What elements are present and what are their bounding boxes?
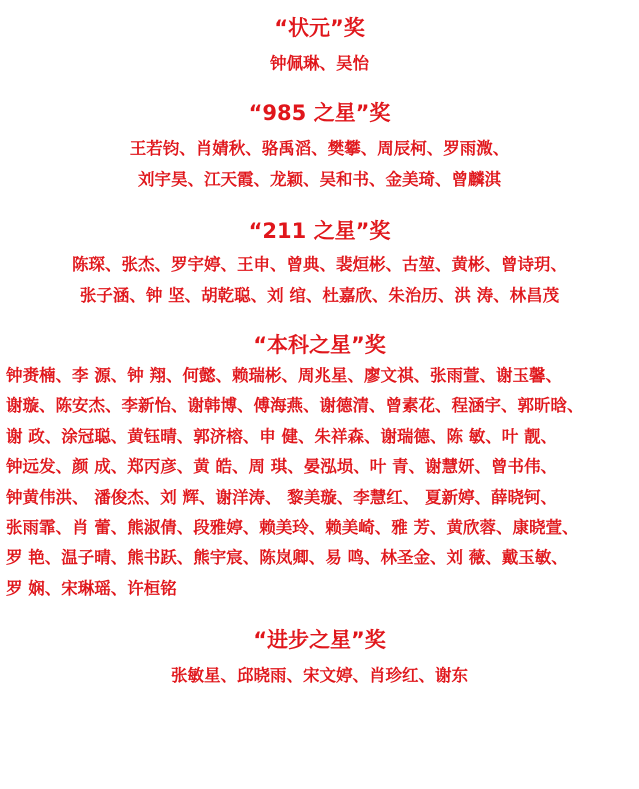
name-line: 王若钧、肖婧秋、骆禹滔、樊攀、周辰柯、罗雨溦、 [129, 139, 510, 158]
section-heading: “本科之星”奖 [253, 333, 386, 357]
name-list [0, 249, 639, 311]
name-list [0, 361, 639, 604]
section-211-star-award [0, 217, 639, 311]
name-line: 张子涵、钟 坚、胡乾聪、刘 绾、杜嘉欣、朱治历、洪 涛、林昌茂 [79, 286, 560, 305]
name-line: 张雨霏、肖 蕾、熊淑倩、段雅婷、赖美玲、赖美崎、雅 芳、黄欣蓉、康晓萱、 [6, 518, 579, 538]
section-heading: “进步之星”奖 [253, 628, 386, 653]
name-line: 钟佩琳、吴怡 [270, 54, 369, 73]
name-line: 谢 政、涂冠聪、黄钰晴、郭济榕、申 健、朱祥森、谢瑞德、陈 敏、叶 靓、 [6, 426, 557, 446]
section-heading: “状元”奖 [274, 16, 365, 40]
name-list [0, 660, 639, 691]
name-list [0, 133, 639, 195]
name-list [0, 48, 639, 79]
name-line: 陈琛、张杰、罗宇婷、王申、曾典、裴烜彬、古堃、黄彬、曾诗玥、 [72, 255, 567, 274]
section-heading: “211 之星”奖 [248, 219, 391, 243]
section-zhuangyuan-award [0, 14, 639, 79]
section-undergraduate-star-award [0, 331, 639, 604]
name-line: 钟黄伟洪、 潘俊杰、刘 辉、谢洋涛、 黎美璇、李慧红、 夏新婷、薛晓钶、 [6, 487, 557, 507]
name-line: 钟远发、颜 成、郑丙彦、黄 皓、周 琪、晏泓埙、叶 青、谢慧妍、曾书伟、 [6, 457, 557, 477]
name-line: 罗 娴、宋琳瑶、许桓铭 [6, 578, 177, 598]
name-line: 谢璇、陈安杰、李新怡、谢韩博、傅海燕、谢德清、曾素花、程涵宇、郭昕晗、 [6, 396, 584, 416]
name-line: 张敏星、邱晓雨、宋文婷、肖珍红、谢东 [171, 666, 468, 686]
section-heading: “985 之星”奖 [248, 101, 391, 125]
section-985-star-award [0, 99, 639, 195]
name-line: 刘宇昊、江天霞、龙颖、吴和书、金美琦、曾麟淇 [138, 170, 501, 189]
name-line: 钟赉楠、李 源、钟 翔、何懿、赖瑞彬、周兆星、廖文祺、张雨萱、谢玉馨、 [6, 366, 562, 385]
section-progress-star-award [0, 626, 639, 691]
name-line: 罗 艳、温子晴、熊书跃、熊宇宸、陈岚卿、易 鸣、林圣金、刘 薇、戴玉敏、 [6, 548, 568, 568]
